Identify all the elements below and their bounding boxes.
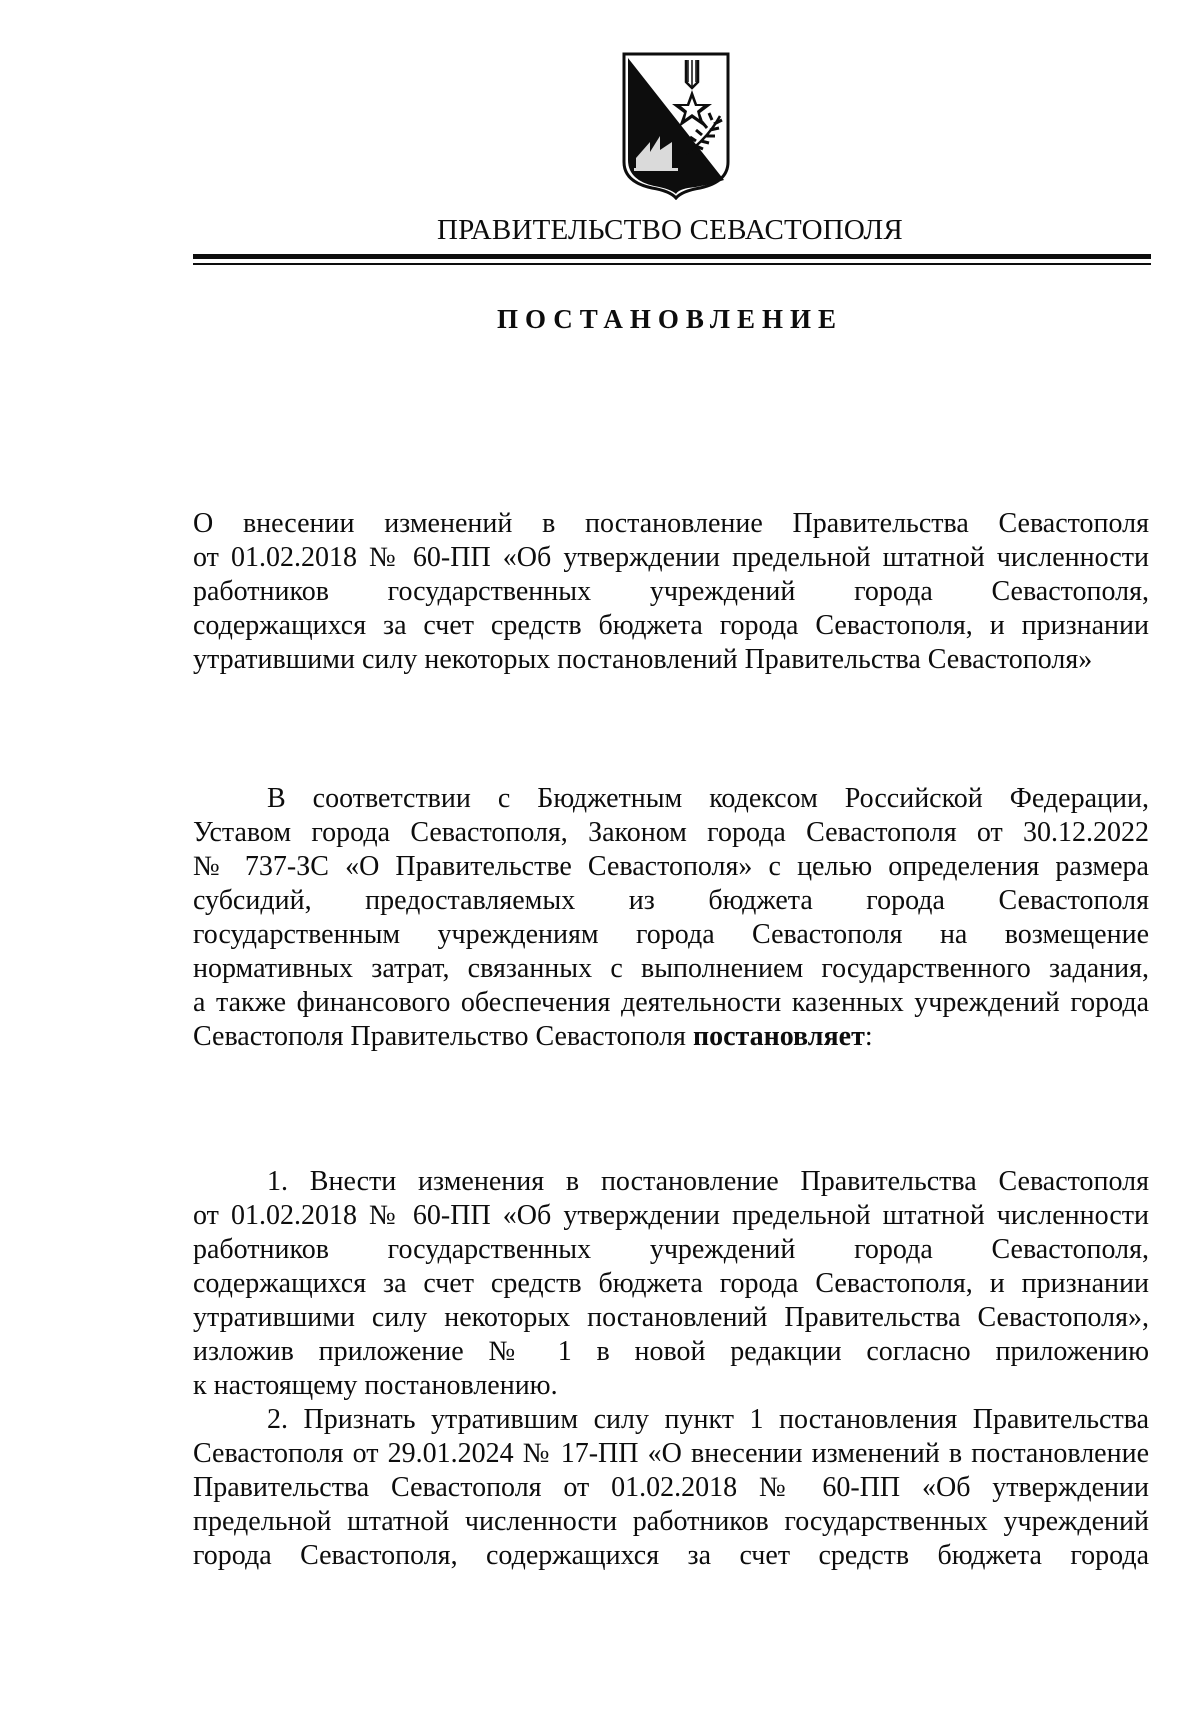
- clause-1-line: 1. Внести изменения в постановление Правительства Севастополя: [267, 1166, 1149, 1197]
- preamble-line: В соответствии с Бюджетным кодексом Российской Федерации,: [267, 783, 1149, 814]
- title-line: утратившими силу некоторых постановлений Правительства Севастополя»: [193, 644, 1093, 675]
- resolves-keyword: постановляет: [692, 1021, 865, 1052]
- clause-2-line: города Севастополя, содержащихся за счет средств бюджета города: [193, 1540, 1149, 1571]
- clause-2-line: предельной штатной численности работников государственных учреждений: [193, 1506, 1149, 1537]
- title-line: содержащихся за счет средств бюджета города Севастополя, и признании: [193, 610, 1149, 641]
- sevastopol-coat-of-arms-icon: [616, 50, 736, 200]
- preamble-final-text: Севастополя Правительство Севастополя: [193, 1021, 693, 1052]
- clause-1-line: содержащихся за счет средств бюджета города Севастополя, и признании: [193, 1268, 1149, 1299]
- clause-2-line: Севастополя от 29.01.2024 № 17-ПП «О внесении изменений в постановление: [193, 1438, 1149, 1469]
- title-line: О внесении изменений в постановление Правительства Севастополя: [193, 508, 1149, 539]
- title-line: работников государственных учреждений города Севастополя,: [193, 576, 1149, 607]
- clause-1-line: от 01.02.2018 № 60-ПП «Об утверждении предельной штатной численности: [193, 1200, 1149, 1231]
- clause-1-line: работников государственных учреждений города Севастополя,: [193, 1234, 1149, 1265]
- header-rule-thick: [193, 254, 1151, 259]
- clause-1-line: изложив приложение № 1 в новой редакции согласно приложению: [193, 1336, 1149, 1367]
- preamble-line: а также финансового обеспечения деятельности казенных учреждений города: [193, 987, 1149, 1018]
- clause-2: [193, 1403, 1149, 1573]
- document-title: [193, 507, 1149, 677]
- preamble-line: государственным учреждениям города Севастополя на возмещение: [193, 919, 1149, 950]
- title-line: от 01.02.2018 № 60-ПП «Об утверждении предельной штатной численности: [193, 542, 1149, 573]
- clause-1-line: утратившими силу некоторых постановлений Правительства Севастополя»,: [193, 1302, 1149, 1333]
- organization-name: ПРАВИТЕЛЬСТВО СЕВАСТОПОЛЯ: [437, 214, 903, 246]
- clause-2-line: 2. Признать утратившим силу пункт 1 постановления Правительства: [267, 1404, 1149, 1435]
- document-type-heading: ПОСТАНОВЛЕНИЕ: [496, 304, 844, 334]
- header-rule-thin: [193, 263, 1151, 265]
- clause-2-line: Правительства Севастополя от 01.02.2018 № 60-ПП «Об утверждении: [193, 1472, 1149, 1503]
- preamble-final-colon: :: [864, 1021, 873, 1052]
- preamble-final-line: [193, 1020, 1149, 1054]
- preamble-line: нормативных затрат, связанных с выполнением государственного задания,: [193, 953, 1149, 984]
- clause-1: [193, 1165, 1149, 1403]
- preamble-line: Уставом города Севастополя, Законом города Севастополя от 30.12.2022: [193, 817, 1149, 848]
- preamble-paragraph: [193, 782, 1149, 1054]
- preamble-line: № 737-ЗС «О Правительстве Севастополя» с целью определения размера: [193, 851, 1149, 882]
- preamble-line: субсидий, предоставляемых из бюджета города Севастополя: [193, 885, 1149, 916]
- clause-1-line: к настоящему постановлению.: [193, 1370, 558, 1401]
